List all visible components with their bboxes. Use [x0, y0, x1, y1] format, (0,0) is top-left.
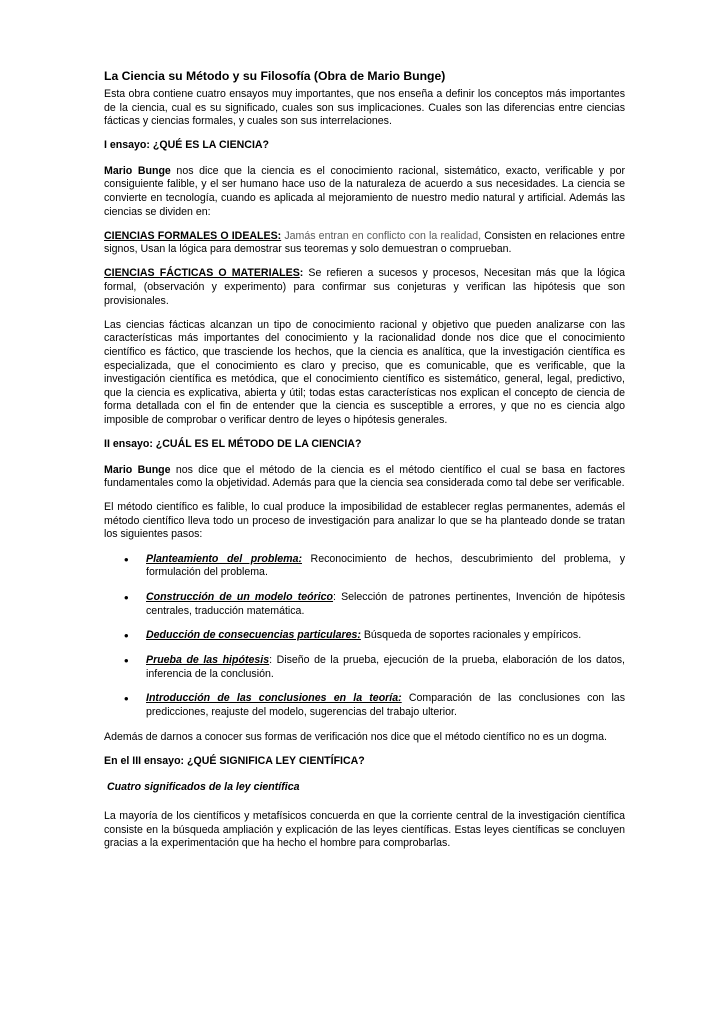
list-item: [104, 692, 625, 719]
essay-3-heading: En el III ensayo: ¿QUÉ SIGNIFICA LEY CIENTÍFICA?: [104, 754, 365, 767]
step-text: : Diseño de la prueba, ejecución de la prueba, elaboración de los datos, inferencia de la conclusión.: [146, 654, 625, 680]
bullet-icon: •: [124, 691, 129, 707]
factual-sciences-paragraph: [104, 267, 625, 308]
author-name: Mario Bunge: [104, 164, 171, 177]
bullet-icon: •: [124, 589, 129, 605]
factual-sciences-text: Se refieren a sucesos y procesos, Necesitan más que la lógica formal, (observación y experimento) para confirmar sus conjeturas y verifican las hipótesis que son provisionales.: [104, 267, 625, 307]
factual-sciences-label: CIENCIAS FÁCTICAS O MATERIALES: [104, 267, 300, 280]
essay-1-paragraph-1-text: nos dice que la ciencia es el conocimiento racional, sistemático, exacto, verificable y por consiguiente falible, y el ser humano hace uso de la naturaleza de acuerdo a sus necesidades. La ciencia se convierte en tecnología, cuando es aplicada al mejoramiento de nuestro medio natural y artificial. Además las ciencias se dividen en:: [104, 164, 625, 218]
formal-sciences-text-gray: Jamás entran en conflicto con la realidad,: [281, 229, 482, 242]
formal-sciences-label: CIENCIAS FORMALES O IDEALES:: [104, 229, 282, 242]
characteristics-paragraph: Las ciencias fácticas alcanzan un tipo de conocimiento racional y objetivo que pueden analizarse con las características más importantes del conocimiento y la racionalidad donde nos dice que el conocimiento científico es fáctico, que trasciende los hechos, que la ciencia es analítica, que la investigación científica es especializada, que el conocimiento es claro y preciso, que es comunicable, que es verificable, que la investigación científica es metódica, que el conocimiento científico es sistemático, general, legal, predictivo, que la ciencia es explicativa, abierta y útil; todas estas características nos explican el concepto de ciencia de forma detallada con el fin de entender que la ciencia es susceptible a errores, y que no es ciencia algo imposible de comprobar o verificar dentro de leyes o hipótesis generales.: [104, 318, 625, 426]
method-steps-list: [104, 553, 625, 720]
essay-3-subheading: Cuatro significados de la ley científica: [107, 780, 300, 793]
step-text: Búsqueda de soportes racionales y empíricos.: [360, 629, 582, 642]
essay-1-heading: I ensayo: ¿QUÉ ES LA CIENCIA?: [104, 139, 270, 152]
essay-2-paragraph-3: Además de darnos a conocer sus formas de verificación nos dice que el método científico no es un dogma.: [104, 730, 607, 743]
formal-sciences-paragraph: [104, 230, 625, 257]
document-title: La Ciencia su Método y su Filosofía (Obra de Mario Bunge): [104, 69, 446, 83]
step-text: Comparación de las conclusiones con las predicciones, reajuste del modelo, sugerencias del trabajo ulterior.: [146, 692, 625, 719]
step-label: Construcción de un modelo teórico: [146, 590, 334, 603]
step-text: : Selección de patrones pertinentes, Invención de hipótesis centrales, traducción matemática.: [146, 590, 626, 617]
step-label: Prueba de las hipótesis: [146, 654, 270, 667]
list-item: [104, 629, 625, 643]
essay-3-paragraph-1: La mayoría de los científicos y metafísicos concuerda en que la corriente central de la investigación científica consiste en la búsqueda ampliación y explicación de las leyes científicas. Estas leyes científicas se concluyen gracias a la experimentación que ha hecho el hombre para comprobarlas.: [104, 810, 625, 850]
factual-sciences-colon: :: [299, 267, 304, 280]
step-text: Reconocimiento de hechos, descubrimiento del problema, y formulación del problema.: [146, 552, 625, 579]
essay-1-paragraph-1: [104, 165, 625, 219]
essay-2-paragraph-2: El método científico es falible, lo cual produce la imposibilidad de establecer reglas permanentes, además el método científico lleva todo un proceso de investigación para analizar lo que se ha planteado donde se tratan los siguientes pasos:: [104, 501, 625, 541]
essay-2-paragraph-1-text: nos dice que el método de la ciencia es el método científico el cual se basa en factores fundamentales como la objetividad. Además para que la ciencia sea considerada como tal debe ser verificable.: [104, 463, 626, 490]
step-label: Planteamiento del problema:: [146, 552, 302, 565]
essay-2-heading: II ensayo: ¿CUÁL ES EL MÉTODO DE LA CIENCIA?: [104, 437, 362, 450]
bullet-icon: •: [124, 653, 129, 669]
formal-sciences-text: Consisten en relaciones entre signos, Usan la lógica para demostrar sus teoremas y solo demuestran o comprueban.: [104, 229, 625, 256]
author-name: Mario Bunge: [104, 463, 171, 476]
list-item: [104, 591, 625, 618]
intro-paragraph: Esta obra contiene cuatro ensayos muy importantes, que nos enseña a definir los conceptos más importantes de la ciencia, cual es su significado, cuales son sus implicaciones. Cuales son las diferencias entre ciencias fácticas y ciencias formales, y cuales son sus interrelaciones.: [104, 88, 625, 128]
step-label: Introducción de las conclusiones en la teoría:: [146, 692, 402, 705]
bullet-icon: •: [124, 551, 129, 567]
bullet-icon: •: [124, 628, 129, 644]
list-item: [104, 654, 625, 681]
essay-2-paragraph-1: [104, 464, 625, 491]
list-item: [104, 553, 625, 580]
step-label: Deducción de consecuencias particulares:: [146, 629, 361, 642]
